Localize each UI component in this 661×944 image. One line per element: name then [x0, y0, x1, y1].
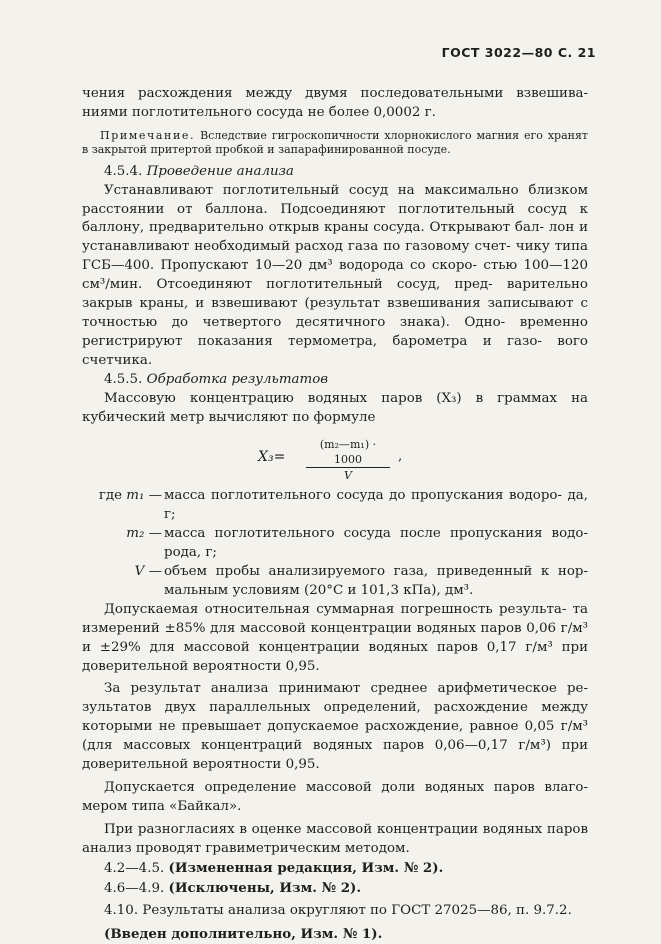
formula — [258, 437, 588, 483]
error-paragraph: Допускаемая относительная суммарная погрешность результа- та измерений ±85% для массовой концентрации водяных паров 0,06 г/м³ и ±29% для массовой концентрации водяных паров 0,17 г/м³ при доверительной вероятности 0,95. — [82, 601, 588, 674]
def-symbol: V — [134, 564, 145, 580]
revision-note-2 — [82, 879, 588, 899]
formula-lhs: X₃= — [258, 449, 286, 466]
section-number: 4.5.4. — [104, 163, 143, 179]
result-paragraph: За результат анализа принимают среднее арифметическое ре- зультатов двух параллельных определений, расхождение между которыми не превышает допускаемое расхождение, равное 0,05 г/м³ (для массовых концентраций водяных паров 0,06—0,17 г/м³) при доверительной вероятности 0,95. — [82, 681, 588, 773]
def-prefix: где — [98, 488, 127, 504]
definition-m1: где m₁ — масса поглотительного сосуда до пропускания водоро- да, г; — [82, 487, 588, 525]
rounding-paragraph: 4.10. Результаты анализа округляют по ГОСТ 27025—86, п. 9.7.2. — [104, 903, 572, 919]
revision-note-1 — [82, 859, 588, 879]
procedure-paragraph: Устанавливают поглотительный сосуд на максимально близком расстоянии от баллона. Подсоединяют поглотительный сосуд к баллону, предварительно открыв краны сосуда. Открывают бал- лон и устанавливают необходимый расход газа по газовому счет- чику типа ГСБ—400. Пропускают 10—20 дм³ водорода со скоро- стью 100—120 см³/мин. Отсоединяют поглотительный сосуд, пред- варительно закрыв краны, и взвешивают (результат взвешивания записывают с точностью до четвертого десятичного знака). Одно- временно регистрируют показания термометра, барометра и газо- вого счетчика. — [82, 182, 588, 368]
def-symbol: m₂ — [126, 526, 145, 542]
page-header: ГОСТ 3022—80 С. 21 — [441, 45, 596, 60]
def-symbol: m₁ — [126, 488, 145, 504]
section-number: 4.5.5. — [104, 371, 143, 387]
section-4-5-5-heading — [104, 371, 588, 390]
note-label: Примечание. — [100, 128, 196, 142]
formula-numerator: (m₂—m₁) · 1000 — [306, 437, 390, 468]
note-text: Вследствие гигроскопичности хлорнокислого магния его хранят в закрытой притертой пробкой и запарафинированной посуде. — [82, 128, 588, 156]
formula-comma: , — [398, 449, 403, 465]
def-text: масса поглотительного сосуда до пропускания водоро- да, г; — [164, 488, 588, 523]
revision-note-3: (Введен дополнительно, Изм. № 1). — [104, 926, 383, 943]
revision-number: 4.6—4.9. — [104, 880, 165, 896]
revision-text: (Измененная редакция, Изм. № 2). — [168, 859, 444, 876]
def-text: масса поглотительного сосуда после пропускания водо- рода, г; — [164, 526, 588, 561]
note — [82, 129, 588, 157]
def-text: объем пробы анализируемого газа, приведенный к нор- мальным условиям (20°С и 101,3 кПа), дм³. — [164, 564, 588, 598]
document-page — [82, 44, 596, 944]
definition-m2: m₂ — масса поглотительного сосуда после пропускания водо- рода, г; — [82, 525, 588, 563]
revision-text: (Исключены, Изм. № 2). — [168, 879, 362, 896]
formula-fraction — [306, 437, 390, 484]
paragraph-continuation: чения расхождения между двумя последовательными взвешива- ниями поглотительного сосуда не более 0,0002 г. — [82, 85, 588, 120]
dispute-paragraph: При разногласиях в оценке массовой концентрации водяных паров анализ проводят гравиметрическим методом. — [82, 821, 588, 856]
section-title: Проведение анализа — [146, 163, 294, 179]
section-4-5-4-heading — [104, 163, 588, 182]
definition-v: V — объем пробы анализируемого газа, приведенный к нор- мальным условиям (20°С и 101,3 кПа), дм³. — [82, 563, 588, 601]
formula-intro: Массовую концентрацию водяных паров (X₃) в граммах на кубический метр вычисляют по формуле — [82, 390, 588, 425]
section-title: Обработка результатов — [146, 371, 329, 387]
revision-number: 4.2—4.5. — [104, 860, 165, 876]
formula-denominator: V — [344, 469, 352, 483]
hygrometer-paragraph: Допускается определение массовой доли водяных паров влаго- мером типа «Байкал». — [82, 780, 588, 814]
